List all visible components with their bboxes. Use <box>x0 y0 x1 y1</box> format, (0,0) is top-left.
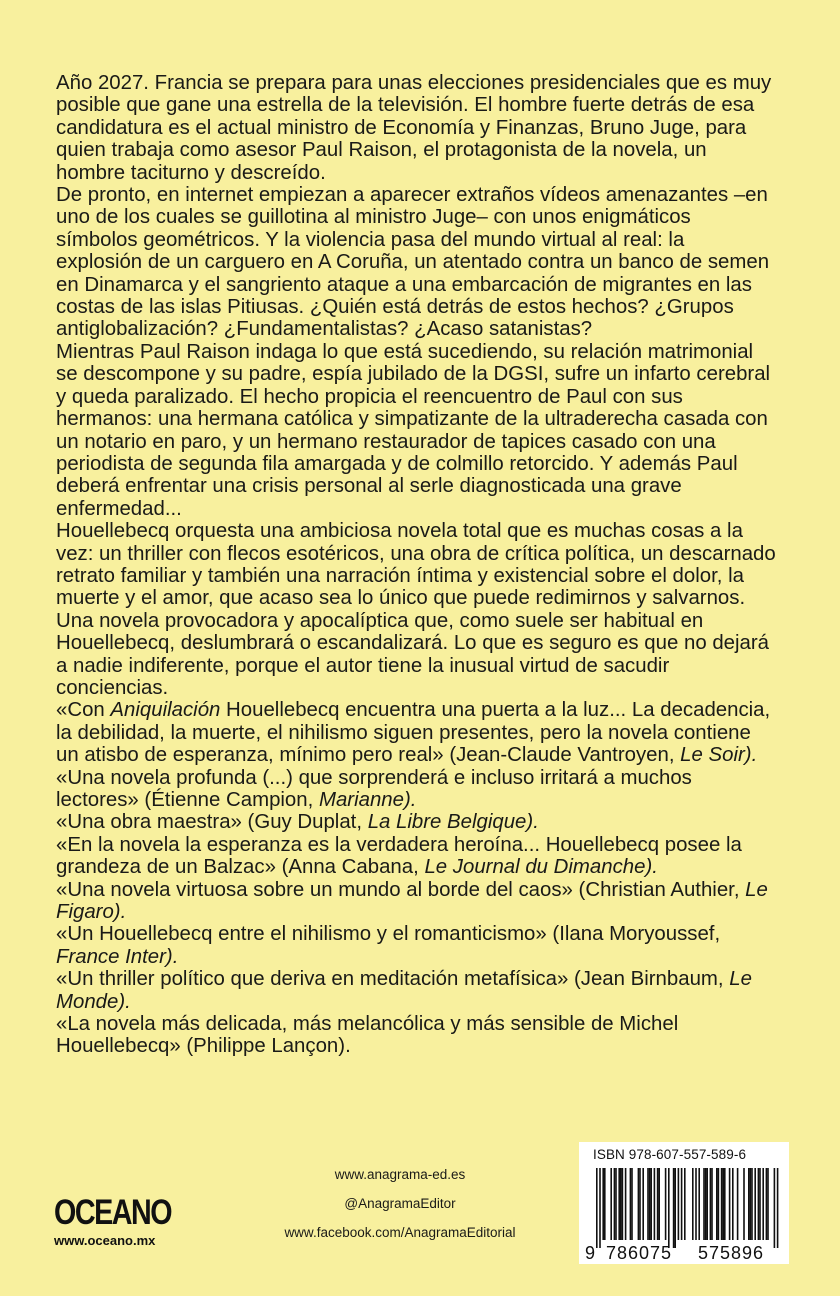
barcode-bar <box>722 1168 724 1240</box>
barcode-bar <box>610 1168 612 1240</box>
synopsis-paragraph: Una novela provocadora y apocalíptica que, como suele ser habitual en Houellebecq, deslumbrará o escandalizará. Lo que es seguro es que no dejará a nadie indiferente, porque el autor tiene la inusual virtud de sacudir conciencias. <box>56 609 770 699</box>
barcode-bar <box>750 1168 752 1240</box>
barcode-bar <box>732 1168 734 1240</box>
barcode-bar <box>716 1168 718 1240</box>
press-quote: «En la novela la esperanza es la verdadera heroína... Houellebecq posee la grandeza de un Balzac» (Anna Cabana, Le Journal du Dimanche). <box>56 833 742 879</box>
barcode-bar <box>703 1168 705 1240</box>
barcode-bar <box>650 1168 652 1240</box>
barcode-bar <box>718 1168 720 1240</box>
facebook-link[interactable]: www.facebook.com/AnagramaEditorial <box>284 1225 516 1240</box>
barcode-bar <box>618 1168 620 1240</box>
quote-publication: Le Journal du Dimanche). <box>424 856 658 879</box>
barcode-bar <box>673 1168 675 1248</box>
synopsis-paragraph: Año 2027. Francia se prepara para unas elecciones presidenciales que es muy posible que gane una estrella de la televisión. El hombre fuerte detrás de esa candidatura es el actual ministro de Economía y Finanzas, Bruno Juge, para quien trabaja como asesor Paul Raison, el protagonista de la novela, un hombre taciturno y descreído. <box>56 72 772 184</box>
barcode-bar <box>754 1168 756 1240</box>
barcode-bar <box>721 1168 723 1240</box>
barcode-bar <box>657 1168 659 1240</box>
barcode-bar <box>654 1168 656 1240</box>
barcode-bar <box>631 1168 633 1240</box>
barcode-bar <box>649 1168 651 1240</box>
press-quote: «Un thriller político que deriva en meditación metafísica» (Jean Birnbaum, Le Monde). <box>56 968 752 1013</box>
barcode-bar <box>615 1168 617 1240</box>
barcode-bar <box>674 1168 676 1248</box>
press-quote: «Con Aniquilación Houellebecq encuentra una puerta a la luz... La decadencia, la debilidad, la muerte, el nihilismo siguen presentes, pero la novela contiene un atisbo de esperanza, mínimo pero real» (Jean-Claude Vantroyen, Le Soir). <box>56 699 771 767</box>
synopsis-paragraph: Mientras Paul Raison indaga lo que está sucediendo, su relación matrimonial se descompone y su padre, espía jubilado de la DGSI, sufre un infarto cerebral y queda paralizado. El hecho propicia el reencuentro de Paul con sus hermanos: una hermana católica y simpatizante de la ultraderecha casada con un notario en paro, y un hermano restaurador de tapices casado con una periodista de segunda fila amargada y de colmillo retorcido. Y además Paul deberá enfrentar una crisis personal al serle diagnosticada una grave enfermedad... <box>56 340 771 520</box>
barcode-bar <box>759 1168 761 1240</box>
website-link[interactable]: www.anagrama-ed.es <box>334 1167 466 1182</box>
barcode-bar <box>777 1168 779 1248</box>
barcode-bar <box>705 1168 707 1240</box>
barcode-bar <box>599 1168 601 1248</box>
barcode-bar <box>774 1168 776 1248</box>
barcode-bar <box>695 1168 697 1240</box>
barcode-bar <box>596 1168 598 1248</box>
barcode-bar <box>758 1168 760 1240</box>
publisher-logo-block <box>54 1195 184 1248</box>
back-cover-blurb <box>56 72 776 1058</box>
oceano-url: www.oceano.mx <box>54 1233 156 1248</box>
barcode-bar <box>681 1168 683 1240</box>
barcode-bar <box>710 1168 712 1240</box>
barcode-bar <box>711 1168 713 1240</box>
barcode-bar <box>604 1168 606 1240</box>
press-quote: «Una obra maestra» (Guy Duplat, La Libre Belgique). <box>56 811 539 834</box>
barcode-digits-left: 786075 <box>605 1243 673 1263</box>
oceano-logo: OCEANO <box>54 1193 172 1232</box>
barcode-bar <box>724 1168 726 1240</box>
synopsis-paragraph: Houellebecq orquesta una ambiciosa novela total que es muchas cosas a la vez: un thriller con flecos esotéricos, una obra de crítica política, un descarnado retrato familiar y también una narración íntima y existencial sobre el dolor, la muerte y el amor, que acaso sea lo único que puede redimirnos y salvarnos. <box>56 520 776 610</box>
isbn-barcode <box>579 1142 789 1264</box>
quote-publication: France Inter). <box>56 945 179 968</box>
barcode-bar <box>665 1168 667 1240</box>
quote-publication: La Libre Belgique). <box>367 811 539 834</box>
barcode-bar <box>625 1168 627 1240</box>
press-quote: «Una novela virtuosa sobre un mundo al borde del caos» (Christian Authier, Le Figaro). <box>56 878 768 924</box>
barcode-bar <box>668 1168 670 1248</box>
barcode-digits-right: 575896 <box>697 1243 765 1263</box>
barcode-bar <box>698 1168 700 1240</box>
publisher-links <box>230 1160 570 1247</box>
barcode-bar <box>622 1168 624 1240</box>
synopsis-paragraph: De pronto, en internet empiezan a aparecer extraños vídeos amenazantes –en uno de los cuales se guillotina al ministro Juge– con unos enigmáticos símbolos geométricos. Y la violencia pasa del mundo virtual al real: la explosión de un carguero en A Coruña, un atentado contra un banco de semen en Dinamarca y el sangriento ataque a una embarcación de migrantes en las costas de las islas Pitiusas. ¿Quién está detrás de estos hechos? ¿Grupos antiglobalización? ¿Fundamentalistas? ¿Acaso satanistas? <box>56 184 770 341</box>
barcode-bar <box>762 1168 764 1240</box>
barcode-bar <box>767 1168 769 1240</box>
quote-publication: Marianne). <box>318 789 417 811</box>
barcode-bar <box>678 1168 680 1240</box>
book-title: Aniquilación <box>110 699 221 722</box>
barcode-bar <box>737 1168 739 1240</box>
barcode-bar <box>706 1168 708 1240</box>
press-quote: «Un Houellebecq entre el nihilismo y el romanticismo» (Ilana Moryoussef, France Inter). <box>56 923 721 968</box>
barcode-bar <box>692 1168 694 1240</box>
barcode-bar <box>639 1168 641 1240</box>
barcode-bar <box>766 1168 768 1240</box>
barcode-digit-first: 9 <box>585 1243 596 1263</box>
quote-publication: Le Monde). <box>56 968 752 1013</box>
barcode-bar <box>729 1168 731 1240</box>
barcode-bar <box>658 1168 660 1240</box>
barcode-bar <box>638 1168 640 1240</box>
barcode-bar <box>748 1168 750 1240</box>
press-quote: «Una novela profunda (...) que sorprenderá e incluso irritará a muchos lectores» (Étienne Campion, Marianne). <box>56 766 692 811</box>
barcode-bar <box>743 1168 745 1240</box>
barcode-bar <box>620 1168 622 1240</box>
press-quote: «La novela más delicada, más melancólica y más sensible de Michel Houellebecq» (Philippe Lançon). <box>56 1013 679 1058</box>
barcode-bar <box>647 1168 649 1240</box>
barcode-bar <box>642 1168 644 1240</box>
quote-publication: Le Figaro). <box>56 878 768 924</box>
barcode-icon <box>579 1142 789 1264</box>
isbn-label: ISBN 978-607-557-589-6 <box>593 1147 747 1162</box>
barcode-bar <box>614 1168 616 1240</box>
barcode-bar <box>630 1168 632 1240</box>
twitter-handle[interactable]: @AnagramaEditor <box>344 1196 456 1211</box>
quote-publication: Le Soir). <box>680 744 758 767</box>
barcode-bar <box>602 1168 604 1240</box>
barcode-bar <box>684 1168 686 1240</box>
barcode-bar <box>751 1168 753 1240</box>
